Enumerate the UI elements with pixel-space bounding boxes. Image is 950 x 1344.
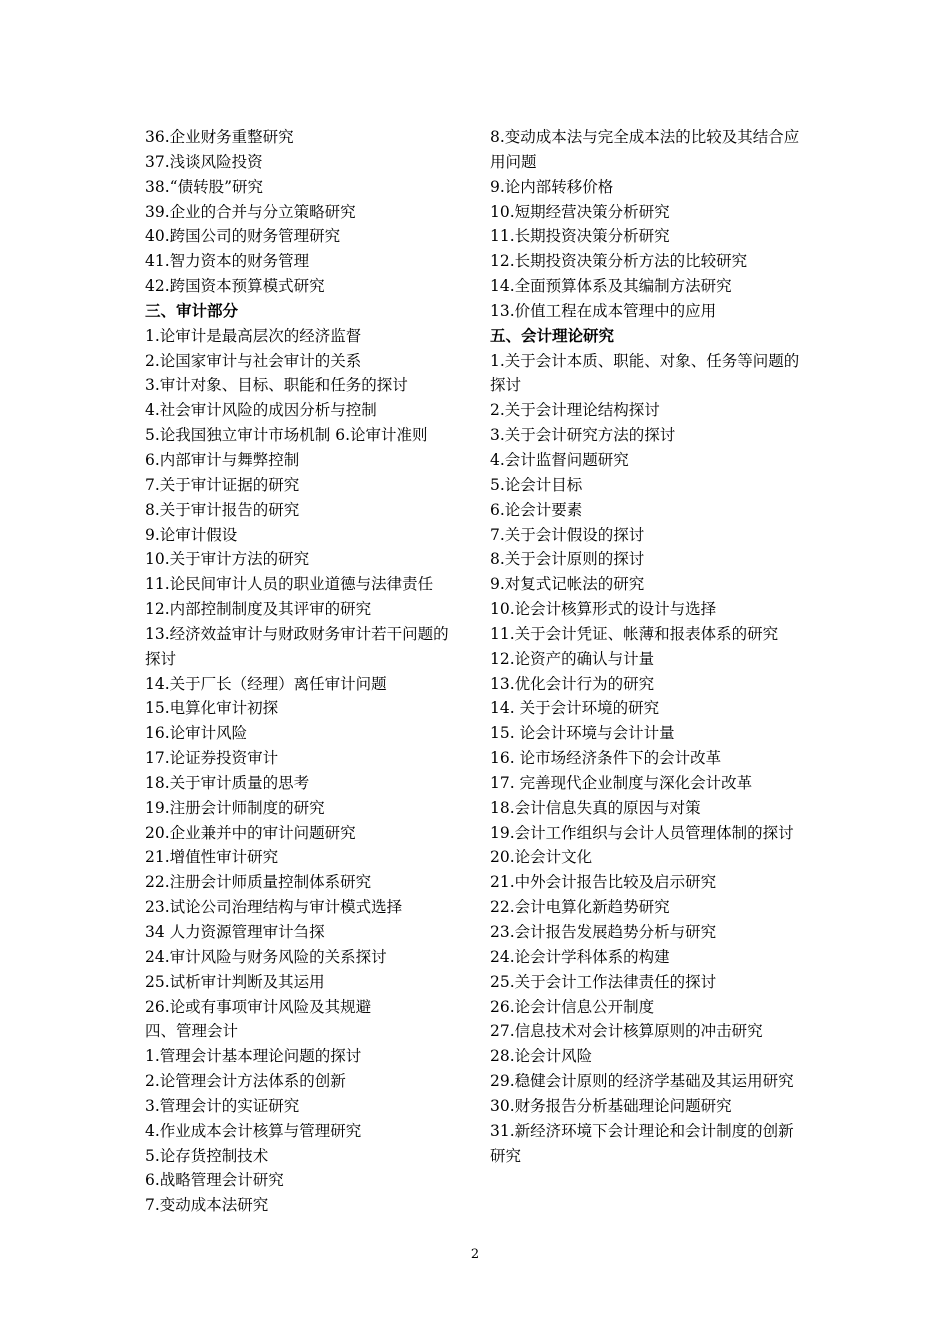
list-item: 23.试论公司治理结构与审计模式选择 [145, 898, 403, 917]
list-item: 8.关于会计原则的探讨 [490, 550, 645, 569]
list-item: 17.论证券投资审计 [145, 749, 279, 768]
list-item: 29.稳健会计原则的经济学基础及其运用研究 [490, 1072, 794, 1091]
list-item: 18.关于审计质量的思考 [145, 773, 310, 792]
list-item: 5.论会计目标 [490, 475, 583, 494]
list-item: 14. 关于会计环境的研究 [490, 699, 660, 718]
right-column [490, 125, 806, 1168]
list-item: 8.变动成本法与完全成本法的比较及其结合应用问题 [490, 128, 800, 171]
list-item: 17. 完善现代企业制度与深化会计改革 [490, 773, 753, 792]
list-item: 15.电算化审计初探 [145, 699, 279, 718]
list-item: 20.论会计文化 [490, 848, 593, 867]
list-item: 2.关于会计理论结构探讨 [490, 401, 660, 420]
list-item: 11.关于会计凭证、帐薄和报表体系的研究 [490, 624, 779, 643]
list-item: 4.社会审计风险的成因分析与控制 [145, 401, 377, 420]
page-number: 2 [470, 1247, 480, 1262]
list-item: 21.中外会计报告比较及启示研究 [490, 873, 717, 892]
list-item: 38.“债转股”研究 [145, 177, 263, 196]
list-item: 39.企业的合并与分立策略研究 [145, 202, 356, 221]
list-item: 9.对复式记帐法的研究 [490, 575, 645, 594]
list-item: 14.全面预算体系及其编制方法研究 [490, 277, 732, 296]
list-item: 42.跨国资本预算模式研究 [145, 277, 325, 296]
list-item: 40.跨国公司的财务管理研究 [145, 227, 341, 246]
list-item: 9.论内部转移价格 [490, 177, 614, 196]
list-item: 13.经济效益审计与财政财务审计若干问题的探讨 [145, 624, 449, 668]
list-item: 1.关于会计本质、职能、对象、任务等问题的探讨 [490, 351, 800, 395]
list-item: 7.变动成本法研究 [145, 1196, 269, 1215]
list-item: 23.会计报告发展趋势分析与研究 [490, 923, 717, 941]
list-item: 8.关于审计报告的研究 [145, 500, 300, 519]
section-heading: 五、会计理论研究 [490, 325, 615, 345]
list-item: 14.关于厂长（经理）离任审计问题 [145, 674, 387, 693]
list-item: 四、管理会计 [145, 1022, 239, 1041]
list-item: 7.关于审计证据的研究 [145, 475, 300, 494]
list-item: 18.会计信息失真的原因与对策 [490, 798, 701, 817]
list-item: 2.论国家审计与社会审计的关系 [145, 351, 362, 370]
list-item: 12.内部控制制度及其评审的研究 [145, 600, 372, 619]
list-item: 16. 论市场经济条件下的会计改革 [490, 749, 722, 768]
list-item: 5.论我国独立审计市场机制 6.论审计准则 [145, 426, 428, 445]
list-item: 30.财务报告分析基础理论问题研究 [490, 1096, 732, 1115]
list-item: 10.论会计核算形式的设计与选择 [490, 600, 717, 619]
list-item: 41.智力资本的财务管理 [145, 252, 310, 271]
list-item: 16.论审计风险 [145, 724, 248, 743]
list-item: 26.论会计信息公开制度 [490, 997, 655, 1016]
list-item: 22.注册会计师质量控制体系研究 [145, 873, 372, 892]
list-item: 19.注册会计师制度的研究 [145, 798, 325, 817]
list-item: 20.企业兼并中的审计问题研究 [145, 823, 356, 842]
list-item: 6.论会计要素 [490, 500, 583, 519]
list-item: 5.论存货控制技术 [145, 1146, 269, 1165]
list-item: 28.论会计风险 [490, 1047, 593, 1066]
list-item: 24.论会计学科体系的构建 [490, 947, 670, 966]
list-item: 24.审计风险与财务风险的关系探讨 [145, 947, 387, 966]
list-item: 4.会计监督问题研究 [490, 450, 629, 469]
list-item: 25.关于会计工作法律责任的探讨 [490, 972, 717, 991]
list-item: 10.关于审计方法的研究 [145, 550, 310, 569]
list-item: 13.优化会计行为的研究 [490, 674, 655, 693]
list-item: 37.浅谈风险投资 [145, 152, 263, 171]
list-item: 22.会计电算化新趋势研究 [490, 898, 670, 917]
list-item: 31.新经济环境下会计理论和会计制度的创新研究 [490, 1121, 794, 1165]
list-item: 6.战略管理会计研究 [145, 1171, 284, 1190]
list-item: 3.关于会计研究方法的探讨 [490, 426, 676, 445]
list-item: 11.论民间审计人员的职业道德与法律责任 [145, 575, 434, 594]
list-item: 3.管理会计的实证研究 [145, 1096, 300, 1115]
list-item: 7.关于会计假设的探讨 [490, 525, 645, 544]
list-item: 6.内部审计与舞弊控制 [145, 450, 300, 469]
list-item: 10.短期经营决策分析研究 [490, 202, 670, 221]
left-column [145, 125, 463, 1218]
list-item: 34 人力资源管理审计刍探 [145, 923, 325, 941]
list-item: 36.企业财务重整研究 [145, 128, 294, 146]
section-heading: 三、审计部分 [145, 300, 239, 320]
list-item: 21.增值性审计研究 [145, 848, 279, 867]
list-item: 25.试析审计判断及其运用 [145, 972, 325, 991]
list-item: 11.长期投资决策分析研究 [490, 227, 670, 246]
list-item: 13.价值工程在成本管理中的应用 [490, 301, 717, 320]
list-item: 12.长期投资决策分析方法的比较研究 [490, 252, 748, 271]
list-item: 4.作业成本会计核算与管理研究 [145, 1121, 362, 1140]
list-item: 12.论资产的确认与计量 [490, 649, 655, 668]
list-item: 27.信息技术对会计核算原则的冲击研究 [490, 1022, 763, 1041]
list-item: 1.论审计是最高层次的经济监督 [145, 326, 362, 345]
list-item: 9.论审计假设 [145, 525, 238, 544]
list-item: 3.审计对象、目标、职能和任务的探讨 [145, 376, 408, 395]
list-item: 15. 论会计环境与会计计量 [490, 724, 675, 743]
list-item: 26.论或有事项审计风险及其规避 [145, 997, 372, 1016]
list-item: 1.管理会计基本理论问题的探讨 [145, 1047, 362, 1066]
list-item: 2.论管理会计方法体系的创新 [145, 1072, 346, 1091]
list-item: 19.会计工作组织与会计人员管理体制的探讨 [490, 823, 794, 842]
